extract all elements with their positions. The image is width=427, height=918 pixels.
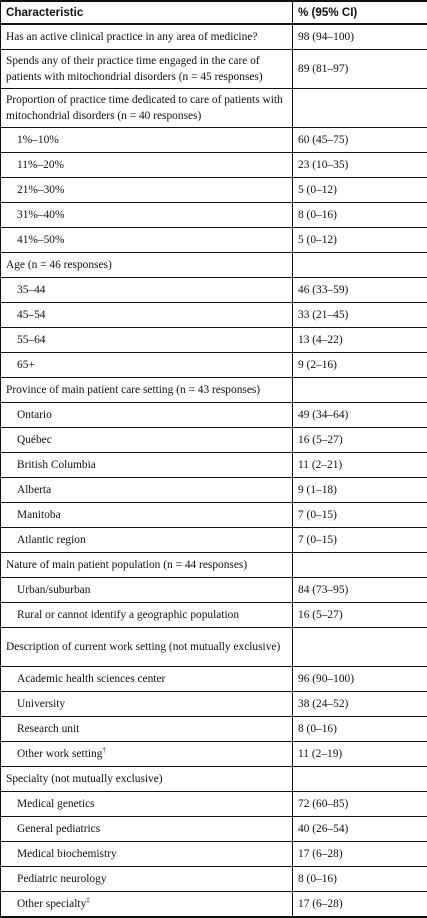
table-row (1, 603, 427, 628)
row-value: 5 (0–12) (293, 178, 427, 203)
row-label-text: Proportion of practice time dedicated to care of patients with mitochondrial disorders (n = 40 responses) (6, 94, 283, 122)
table-row (1, 553, 427, 578)
row-value (293, 767, 427, 792)
table-row (1, 153, 427, 178)
row-label (1, 628, 293, 667)
table-row (1, 503, 427, 528)
header-percent-ci: % (95% CI) (293, 1, 427, 24)
row-sublabel (1, 128, 293, 153)
row-label (1, 553, 293, 578)
row-value: 89 (81–97) (293, 50, 427, 89)
row-sublabel (1, 478, 293, 503)
row-value: 8 (0–16) (293, 867, 427, 892)
row-label-text: Other specialty (17, 898, 86, 910)
row-value: 7 (0–15) (293, 528, 427, 553)
row-sublabel (1, 792, 293, 817)
table-row (1, 478, 427, 503)
row-label (1, 89, 293, 128)
row-value (293, 628, 427, 667)
table-row (1, 50, 427, 89)
row-sublabel (1, 867, 293, 892)
row-label-text: 55–64 (17, 334, 45, 346)
row-value: 5 (0–12) (293, 228, 427, 253)
row-label-text: General pediatrics (17, 823, 100, 835)
table-row (1, 203, 427, 228)
table-row (1, 842, 427, 867)
table-row (1, 428, 427, 453)
row-label-text: Description of current work setting (not mutually exclusive) (6, 641, 280, 653)
row-value: 11 (2–21) (293, 453, 427, 478)
row-label (1, 253, 293, 278)
row-label-text: Spends any of their practice time engaged in the care of patients with mitochondrial disorders (n = 45 responses) (6, 55, 263, 83)
row-value: 17 (6–28) (293, 842, 427, 867)
row-value: 8 (0–16) (293, 717, 427, 742)
row-label-text: 65+ (17, 359, 35, 371)
table-row (1, 717, 427, 742)
row-value (293, 553, 427, 578)
row-label-text: 45–54 (17, 309, 45, 321)
row-sublabel (1, 842, 293, 867)
row-label-text: Rural or cannot identify a geographic population (17, 609, 239, 621)
header-characteristic: Characteristic (1, 1, 293, 24)
row-value: 72 (60–85) (293, 792, 427, 817)
row-sublabel (1, 667, 293, 692)
row-value: 8 (0–16) (293, 203, 427, 228)
row-value: 23 (10–35) (293, 153, 427, 178)
row-label-text: Research unit (17, 723, 79, 735)
table-row (1, 303, 427, 328)
row-label-text: 11%–20% (17, 159, 64, 171)
table-row (1, 667, 427, 692)
table-row (1, 328, 427, 353)
row-value (293, 378, 427, 403)
table-row (1, 378, 427, 403)
table-row (1, 817, 427, 842)
row-value: 9 (1–18) (293, 478, 427, 503)
row-sublabel (1, 503, 293, 528)
row-value: 17 (6–28) (293, 892, 427, 918)
row-label-text: Other work setting (17, 748, 102, 760)
row-sublabel (1, 892, 293, 918)
row-value: 46 (33–59) (293, 278, 427, 303)
table-body (1, 24, 427, 917)
table-row (1, 178, 427, 203)
table-row (1, 628, 427, 667)
table-row (1, 792, 427, 817)
row-label-text: Atlantic region (17, 534, 86, 546)
table-row (1, 403, 427, 428)
row-value: 49 (34–64) (293, 403, 427, 428)
table-row (1, 128, 427, 153)
row-label-text: University (17, 698, 65, 710)
row-label-text: Alberta (17, 484, 51, 496)
row-label (1, 378, 293, 403)
row-sublabel (1, 403, 293, 428)
row-sublabel (1, 303, 293, 328)
table-row (1, 742, 427, 767)
row-sublabel (1, 742, 293, 767)
table-row (1, 578, 427, 603)
row-sublabel (1, 528, 293, 553)
table-row (1, 528, 427, 553)
row-label-text: Medical genetics (17, 798, 95, 810)
row-label-text: Academic health sciences center (17, 673, 165, 685)
row-sublabel (1, 692, 293, 717)
table-row (1, 767, 427, 792)
table-row (1, 253, 427, 278)
row-value: 40 (26–54) (293, 817, 427, 842)
row-value: 96 (90–100) (293, 667, 427, 692)
row-sublabel (1, 153, 293, 178)
row-value: 60 (45–75) (293, 128, 427, 153)
table-row (1, 892, 427, 918)
row-value: 84 (73–95) (293, 578, 427, 603)
row-sublabel (1, 228, 293, 253)
row-value: 9 (2–16) (293, 353, 427, 378)
row-value: 38 (24–52) (293, 692, 427, 717)
row-value: 16 (5–27) (293, 428, 427, 453)
row-label-text: British Columbia (17, 459, 96, 471)
row-label-text: Province of main patient care setting (n = 43 responses) (6, 384, 260, 396)
row-sublabel (1, 578, 293, 603)
row-sublabel (1, 428, 293, 453)
row-value (293, 89, 427, 128)
footnote-marker: ‡ (86, 896, 90, 904)
row-sublabel (1, 817, 293, 842)
row-label-text: Nature of main patient population (n = 44 responses) (6, 559, 247, 571)
table-row (1, 278, 427, 303)
table-row (1, 453, 427, 478)
header-row (1, 1, 427, 24)
row-sublabel (1, 278, 293, 303)
row-sublabel (1, 203, 293, 228)
row-label-text: 31%–40% (17, 209, 64, 221)
row-value: 7 (0–15) (293, 503, 427, 528)
row-value: 33 (21–45) (293, 303, 427, 328)
row-label (1, 767, 293, 792)
table-row (1, 867, 427, 892)
row-label-text: Medical biochemistry (17, 848, 117, 860)
row-label-text: 35–44 (17, 284, 45, 296)
row-value: 13 (4–22) (293, 328, 427, 353)
row-label-text: Manitoba (17, 509, 61, 521)
table-row (1, 228, 427, 253)
row-label-text: 21%–30% (17, 184, 64, 196)
row-label-text: 1%–10% (17, 134, 59, 146)
row-label-text: Pediatric neurology (17, 873, 107, 885)
row-label-text: Québec (17, 434, 52, 446)
row-sublabel (1, 353, 293, 378)
row-label-text: Age (n = 46 responses) (6, 259, 112, 271)
row-value: 98 (94–100) (293, 24, 427, 50)
row-value: 16 (5–27) (293, 603, 427, 628)
row-value (293, 253, 427, 278)
row-sublabel (1, 717, 293, 742)
row-sublabel (1, 328, 293, 353)
row-label (1, 24, 293, 50)
row-label-text: Specialty (not mutually exclusive) (6, 773, 163, 785)
table-row (1, 353, 427, 378)
row-label-text: Urban/suburban (17, 584, 90, 596)
table-row (1, 24, 427, 50)
table-row (1, 692, 427, 717)
row-sublabel (1, 453, 293, 478)
table-row (1, 89, 427, 128)
row-label (1, 50, 293, 89)
row-sublabel (1, 603, 293, 628)
footnote-marker: † (102, 746, 106, 754)
row-value: 11 (2–19) (293, 742, 427, 767)
row-label-text: Has an active clinical practice in any area of medicine? (6, 31, 257, 43)
row-label-text: 41%–50% (17, 234, 64, 246)
row-label-text: Ontario (17, 409, 52, 421)
row-sublabel (1, 178, 293, 203)
